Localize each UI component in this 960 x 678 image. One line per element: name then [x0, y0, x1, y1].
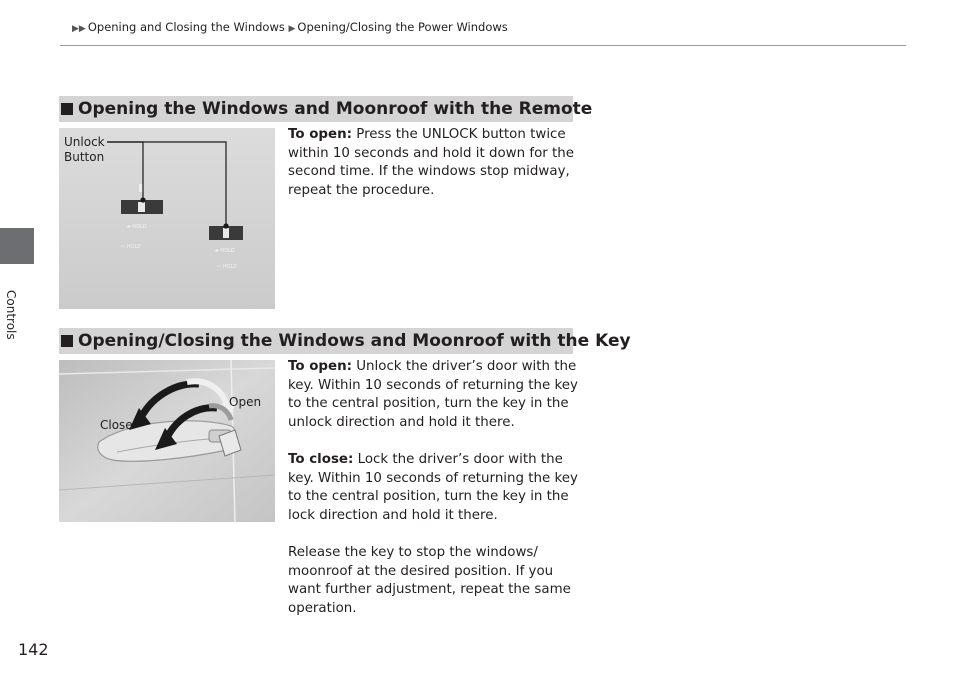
- paragraph-text: Press the UNLOCK button twice within 10 seconds and hold it down for the second time. If the windows stop midway, repeat the procedure.: [288, 127, 575, 199]
- unlock-button-label-line2: Button: [64, 150, 105, 164]
- breadcrumb-arrow-icon: ▶: [288, 24, 296, 34]
- svg-text:▰ HOLD: ▰ HOLD: [215, 248, 235, 254]
- svg-text:▰ HOLD: ▰ HOLD: [127, 224, 147, 230]
- paragraph-lead: To open:: [288, 359, 352, 374]
- square-bullet-icon: [61, 335, 73, 347]
- section-heading-text: Opening the Windows and Moonroof with the Remote: [78, 99, 593, 119]
- paragraph-lead: To open:: [288, 127, 352, 142]
- key-open-paragraph: [288, 358, 578, 433]
- section-heading-remote: [59, 96, 593, 122]
- paragraph-lead: To close:: [288, 452, 354, 467]
- chapter-tab: [0, 228, 34, 264]
- breadcrumb-parent[interactable]: Opening and Closing the Windows: [87, 20, 285, 34]
- chapter-label: Controls: [4, 290, 18, 340]
- key-release-paragraph: [288, 544, 578, 619]
- key-figure: [59, 360, 275, 522]
- breadcrumb: [72, 20, 508, 34]
- breadcrumb-arrow-icon: ▶▶: [72, 24, 86, 34]
- paragraph-text: Release the key to stop the windows/ moonroof at the desired position. If you want further adjustment, repeat the same operation.: [288, 545, 571, 617]
- door-handle-illustration: [59, 360, 275, 522]
- svg-text:⇨ HOLD: ⇨ HOLD: [121, 244, 142, 250]
- breadcrumb-current[interactable]: Opening/Closing the Power Windows: [297, 20, 508, 34]
- svg-text:⇨ HOLD: ⇨ HOLD: [217, 264, 238, 270]
- remote-figure: [59, 128, 275, 309]
- key-close-paragraph: [288, 451, 578, 526]
- unlock-button-label-line1: Unlock: [64, 135, 105, 149]
- paragraph-text: Unlock the driver’s door with the key. Within 10 seconds of returning the key to the central position, turn the key in the unlock direction and hold it there.: [288, 359, 578, 431]
- paragraph-text: Lock the driver’s door with the key. Within 10 seconds of returning the key to the central position, turn the key in the lock direction and hold it there.: [288, 452, 578, 524]
- open-direction-label: Open: [229, 395, 262, 409]
- section-heading-text: Opening/Closing the Windows and Moonroof with the Key: [78, 331, 631, 351]
- section-heading-key: [59, 328, 631, 354]
- page-number: 142: [18, 640, 49, 659]
- header-rule: [60, 45, 906, 46]
- remote-open-paragraph: [288, 126, 578, 201]
- close-direction-label: Close: [100, 418, 133, 432]
- square-bullet-icon: [61, 103, 73, 115]
